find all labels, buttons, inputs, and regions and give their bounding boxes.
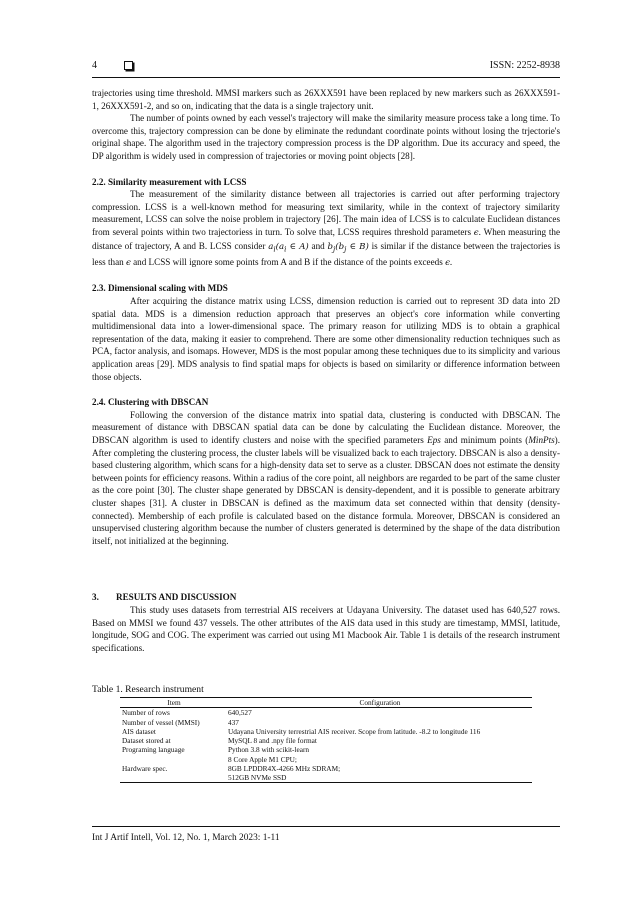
text-run: ). After completing the clustering process, the cluster labels will be visualized back to each trajectory. DBSCAN is also a density-based clustering algorithm, which scans for a high-density data set to serve as a cluster. DBSCAN does not estimate the density between points for efficiency reasons. Within a radius of the core point, all neighbors are regarded to be part of the same cluster as the core point [30]. The cluster shape generated by DBSCAN is density-dependent, and it is possible to generate arbitrary cluster shapes [31]. A cluster in DBSCAN is defined as the maximum data set connected within that density (density-connected). Membership of each profile is calculated based on the distance formula. Moreover, DBSCAN is considered an unsupervised clustering algorithm because the number of clusters generated is determined by the shape of the data distribution itself, not initialized at the beginning. <box>92 434 560 546</box>
epsilon-symbol: ϵ <box>445 257 450 268</box>
page-header <box>92 60 560 80</box>
section-2-3-paragraph: After acquiring the distance matrix using LCSS, dimension reduction is carried out to represent 3D data into 2D spatial data. MDS is a dimension reduction approach that preserves an object's core information while converting multidimensional data into a lower-dimensional space. The primary reason for utilizing MDS is to obtain a graphical representation of the data, making it easier to comprehend. There are some other dimensionality reduction techniques such as PCA, factor analysis, and isomaps. However, MDS is the most popular among these techniques due to its simplicity and various application areas [29]. MDS analysis to find spatial maps for objects is based on similarity or difference information between those objects. <box>92 296 560 382</box>
text-run: and LCSS will ignore some points from A and B if the distance of the points exceeds <box>130 256 446 267</box>
section-2-4-heading: 2.4. Clustering with DBSCAN <box>92 397 209 408</box>
text-run: . When measuring the distance of trajectory, A and B. LCSS consider <box>92 226 560 251</box>
math-sub: i <box>284 244 287 254</box>
checkbox-square-icon <box>124 61 133 70</box>
table-caption: Table 1. Research instrument <box>92 684 204 696</box>
table-cell <box>120 755 226 764</box>
table-cell: Number of vessel (MMSI) <box>122 717 200 727</box>
table-row <box>120 727 532 736</box>
table-cell: AIS dataset <box>122 726 156 736</box>
math-bj <box>328 242 369 252</box>
text-run: . <box>449 256 453 267</box>
page-number: 4 <box>92 60 97 71</box>
section-2-4-paragraph <box>92 409 560 548</box>
math-var: ∈ A) <box>286 241 309 252</box>
section-2-2-paragraph <box>92 188 560 269</box>
math-var: (b <box>335 241 345 252</box>
text-run: Following the conversion of the distance matrix into spatial data, clustering is conducted with DBSCAN. The measurement of distance with DBSCAN spatial data can be done by calculating the Euclidean distance. Moreover, the DBSCAN algorithm is used to identify clusters and noise with the specified parameters <box>92 409 560 445</box>
table-row <box>120 718 532 727</box>
journal-citation: Int J Artif Intell, Vol. 12, No. 1, March 2023: 1-11 <box>92 833 280 843</box>
table-cell: Udayana University terrestrial AIS receiver. Scope from latitude. -8.2 to longitude 116 <box>228 726 481 736</box>
table-header-row <box>120 698 532 708</box>
section-3-paragraph: This study uses datasets from terrestrial AIS receivers at Udayana University. The dataset used has 640,527 rows. Based on MMSI we found 437 vessels. The other attributes of the AIS data used in this study are timestamp, MMSI, latitude, longitude, SOG and COG. The experiment was carried out using M1 Macbook Air. Table 1 is details of the research instrument specifications. <box>92 604 560 653</box>
epsilon-symbol: ϵ <box>125 257 131 268</box>
math-sub: i <box>273 244 276 254</box>
intro-paragraph-1: trajectories using time threshold. MMSI markers such as 26XXX591 have been replaced by new markers such as 26XXX591-1, 26XXX591-2, and so on, indicating that the data is a single trajectory unit. <box>92 88 560 111</box>
table-cell: 8GB LPDDR4X-4266 MHz SDRAM; <box>228 763 341 773</box>
header-rule <box>92 77 560 78</box>
math-sub: j <box>333 244 336 254</box>
table-cell: Python 3.8 with scikit-learn <box>228 745 310 755</box>
table-row <box>120 755 532 764</box>
text-run: The measurement of the similarity distance between all trajectories is carried out after performing trajectory compression. LCSS is a well-known method for measuring text similarity, while in the context of trajectory similarity measurement, LCSS can solve the noise problem in trajectory [26]. The main idea of LCSS is to calculate Euclidean distances from several points within two trajectoriess in turn. To solve that, LCSS requires threshold parameters <box>92 189 560 237</box>
text-run: and minimum points ( <box>440 434 529 445</box>
section-2-2-heading: 2.2. Similarity measurement with LCSS <box>92 176 247 187</box>
math-var: ∈ B) <box>346 241 369 252</box>
body-text <box>92 87 560 783</box>
minpts-param: MinPts <box>528 434 555 445</box>
table-cell: Hardware spec. <box>122 763 168 773</box>
table-row <box>120 736 532 745</box>
section-number: 3. <box>92 592 99 603</box>
table-header-cell: Configuration <box>226 698 532 708</box>
eps-param: Eps <box>427 434 441 445</box>
text-run: is similar if the distance between the trajectories is less than <box>92 240 561 267</box>
table-row <box>120 764 532 773</box>
footer-rule <box>92 826 560 827</box>
epsilon-symbol: ϵ <box>473 227 479 238</box>
math-ai <box>268 242 309 252</box>
page-footer <box>92 826 560 843</box>
table-cell: Number of rows <box>122 708 170 718</box>
math-var: a <box>268 241 274 252</box>
research-instrument-table <box>120 697 532 783</box>
table-cell: Programing language <box>122 745 185 755</box>
table-cell: 437 <box>228 717 239 727</box>
math-var: b <box>327 241 334 252</box>
section-title: RESULTS AND DISCUSSION <box>116 592 237 603</box>
section-3-heading <box>92 591 560 604</box>
table-cell: 8 Core Apple M1 CPU; <box>228 754 297 764</box>
table-row <box>120 708 532 718</box>
math-var: (a <box>275 241 285 252</box>
math-sub: j <box>344 244 347 254</box>
table-header-cell: Item <box>120 698 226 708</box>
section-2-3-heading: 2.3. Dimensional scaling with MDS <box>92 283 228 294</box>
table-cell: Dataset stored at <box>122 736 171 746</box>
table-row <box>120 773 532 783</box>
text-run: and <box>308 240 328 251</box>
table-cell: MySQL 8 and .npy file format <box>228 736 317 746</box>
issn-label: ISSN: 2252-8938 <box>489 60 560 71</box>
table-cell <box>120 773 226 783</box>
table-cell: 512GB NVMe SSD <box>226 773 532 783</box>
intro-paragraph-2: The number of points owned by each vessel's trajectory will make the similarity measure process take a long time. To overcome this, trajectory compression can be done by eliminate the redundant coordinate points without losing the trjectorie's original shape. The algorithm used in the trajectory compression process is the DP algorithm. Due its accuracy and speed, the DP algorithm is widely used in compression of trajectories or moving point objects [28]. <box>92 113 560 161</box>
table-cell: 640,527 <box>228 708 252 718</box>
table-row <box>120 745 532 754</box>
